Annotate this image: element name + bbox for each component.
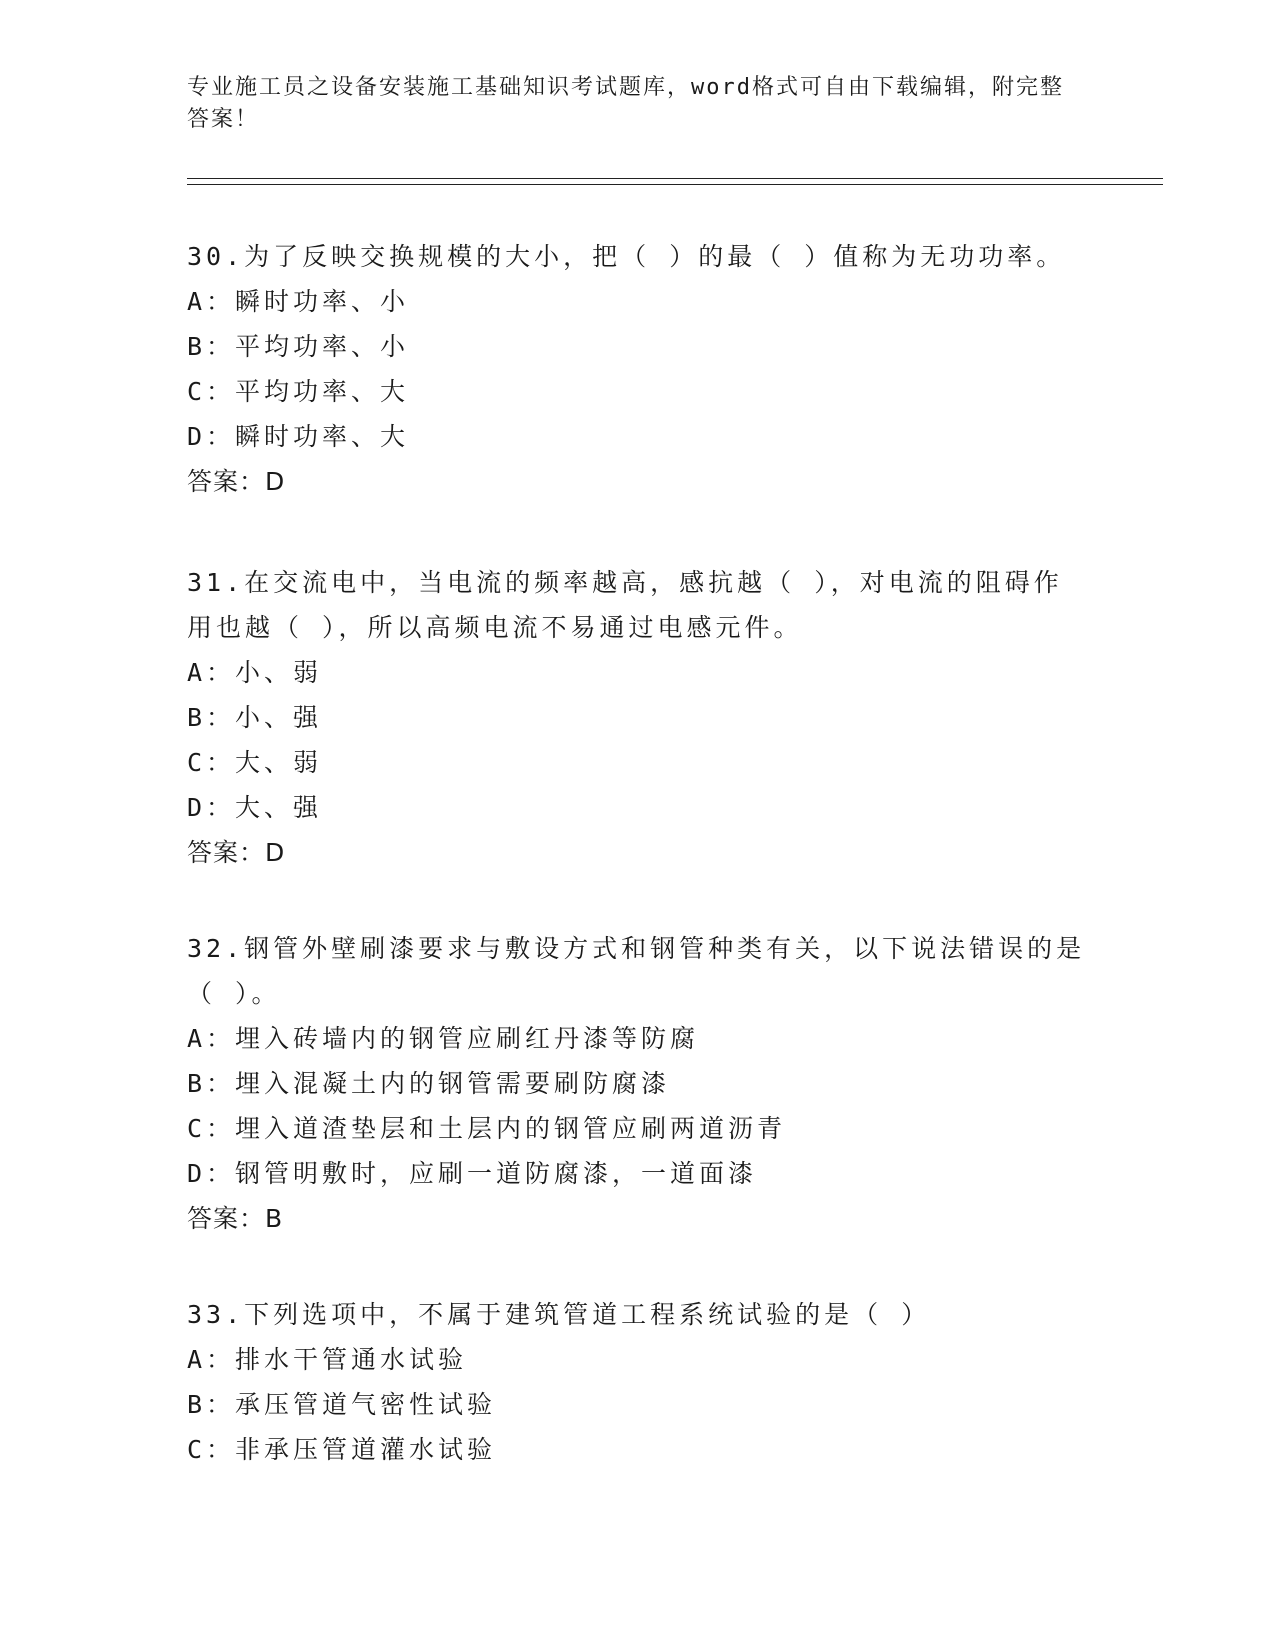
option-c: C：埋入道渣垫层和土层内的钢管应刷两道沥青: [187, 1114, 787, 1143]
answer-line: 答案：B: [187, 1204, 284, 1233]
option-a: A：排水干管通水试验: [187, 1345, 468, 1374]
option-a: A：埋入砖墙内的钢管应刷红丹漆等防腐: [187, 1024, 700, 1053]
question-33: [187, 1292, 1087, 1472]
option-b: B：承压管道气密性试验: [187, 1390, 497, 1419]
option-b: B：小、强: [187, 703, 323, 732]
question-stem: 33.下列选项中，不属于建筑管道工程系统试验的是（ ）: [187, 1300, 931, 1329]
question-stem: 30.为了反映交换规模的大小，把（ ）的最（ ）值称为无功功率。: [187, 242, 1066, 271]
option-c: C：平均功率、大: [187, 377, 410, 406]
option-a: A：瞬时功率、小: [187, 287, 410, 316]
header-divider-bottom: [187, 184, 1163, 185]
option-d: D：钢管明敷时，应刷一道防腐漆，一道面漆: [187, 1159, 758, 1188]
option-b: B：埋入混凝土内的钢管需要刷防腐漆: [187, 1069, 671, 1098]
question-stem: 31.在交流电中，当电流的频率越高，感抗越（ ），对电流的阻碍作用也越（ ），所以高频电流不易通过电感元件。: [187, 568, 1063, 642]
question-stem: 32.钢管外壁刷漆要求与敷设方式和钢管种类有关，以下说法错误的是（ ）。: [187, 934, 1086, 1008]
option-c: C：大、弱: [187, 748, 323, 777]
document-header: [187, 72, 1087, 136]
answer-line: 答案：D: [187, 838, 286, 867]
option-b: B：平均功率、小: [187, 332, 410, 361]
option-c: C：非承压管道灌水试验: [187, 1435, 497, 1464]
header-divider-top: [187, 178, 1163, 179]
answer-line: 答案：D: [187, 467, 286, 496]
option-d: D：瞬时功率、大: [187, 422, 410, 451]
option-a: A：小、弱: [187, 658, 323, 687]
question-31: [187, 560, 1087, 875]
question-32: [187, 926, 1087, 1241]
header-intro-text: 专业施工员之设备安装施工基础知识考试题库，word格式可自由下载编辑，附完整答案！: [187, 75, 1064, 132]
question-30: [187, 234, 1087, 504]
option-d: D：大、强: [187, 793, 323, 822]
